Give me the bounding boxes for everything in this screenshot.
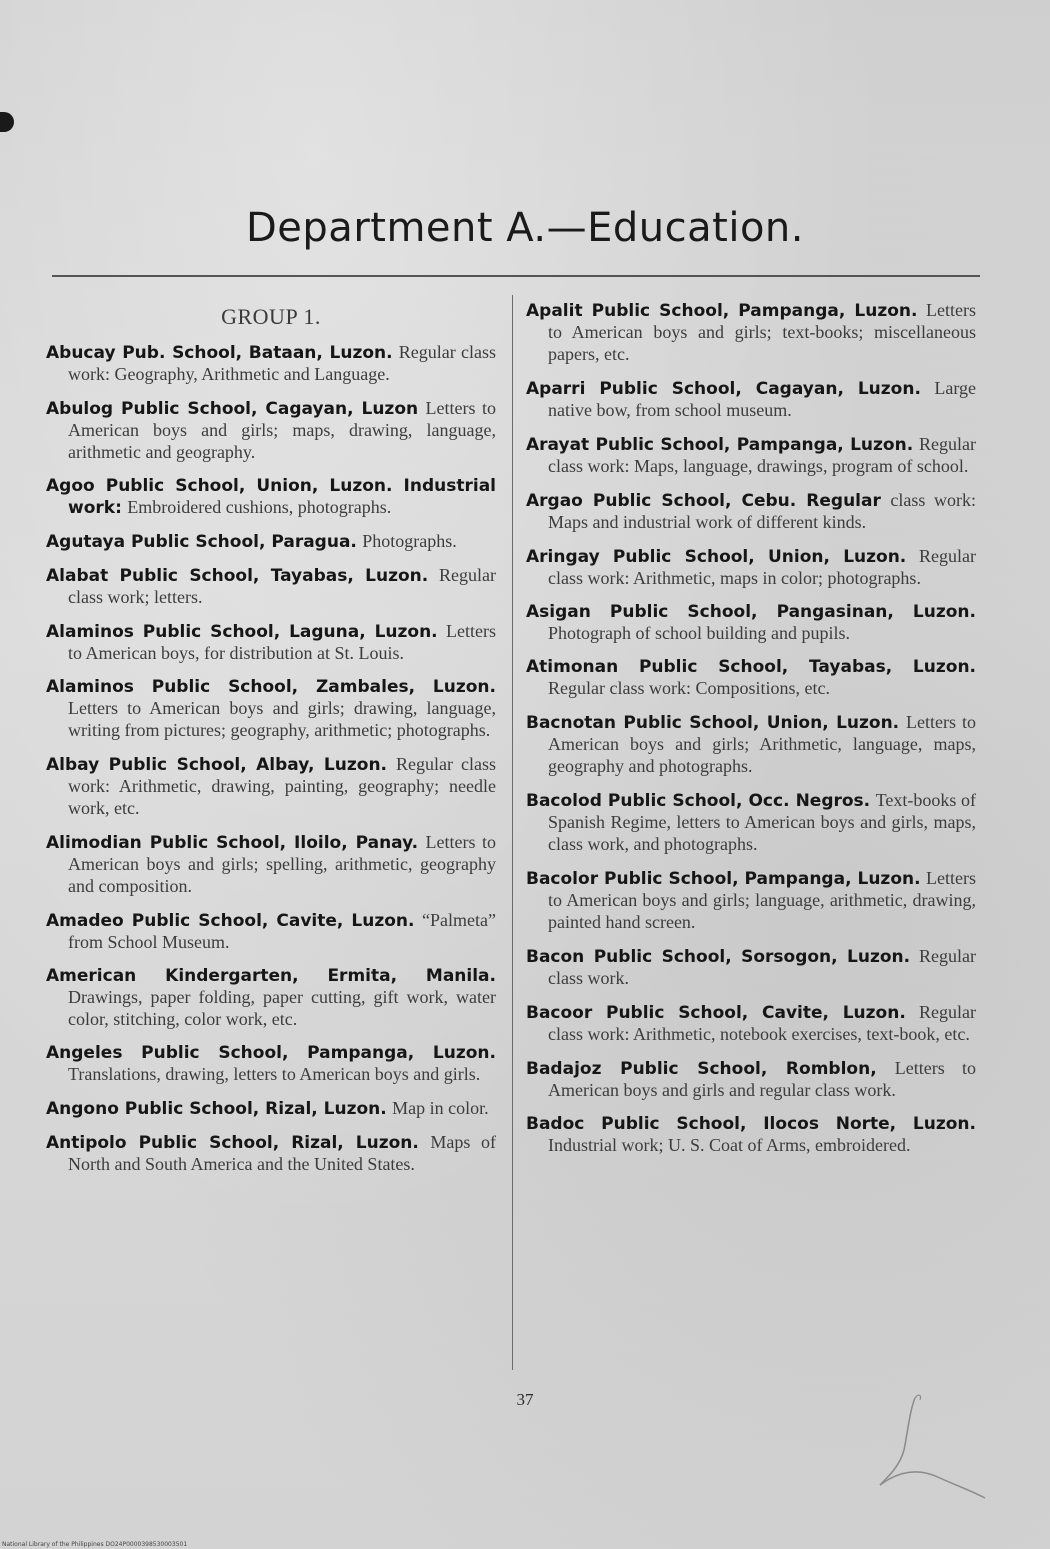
school-name: Bacon Public School, Sorsogon, Luzon.: [526, 947, 911, 967]
school-entry: [46, 531, 496, 553]
exhibit-description: Photograph of school building and pupils.: [548, 623, 850, 643]
school-entry: [46, 754, 496, 820]
exhibit-description: Maps of North and South America and the United States.: [68, 1132, 496, 1174]
school-entry: [46, 565, 496, 609]
school-entry: [46, 966, 496, 1031]
school-name: Alaminos Public School, Zambales, Luzon.: [46, 677, 496, 697]
exhibit-description: Letters to American boys and girls; drawing, language, writing from pictures; geography, arithmetic; photographs.: [68, 698, 496, 740]
school-entry: [526, 946, 976, 990]
school-name: Alimodian Public School, Iloilo, Panay.: [46, 833, 419, 853]
school-name: Abulog Public School, Cagayan, Luzon: [46, 399, 419, 419]
exhibit-description: Letters to American boys and girls; Arithmetic, language, maps, geography and photographs.: [548, 712, 976, 776]
right-entry-list: [526, 300, 976, 1157]
school-entry: [526, 300, 976, 366]
school-entry: [526, 712, 976, 778]
school-entry: [46, 1098, 496, 1120]
school-name: Apalit Public School, Pampanga, Luzon.: [526, 301, 918, 321]
school-name: Antipolo Public School, Rizal, Luzon.: [46, 1133, 419, 1153]
exhibit-description: Letters to American boys and girls; text-books; miscellaneous papers, etc.: [548, 300, 977, 364]
school-entry: [526, 1114, 976, 1157]
page-number: 37: [516, 1390, 534, 1409]
school-name: Abucay Pub. School, Bataan, Luzon.: [46, 343, 393, 363]
right-column: [526, 300, 976, 1169]
exhibit-description: class work: Maps and industrial work of different kinds.: [548, 490, 977, 532]
school-entry: [526, 490, 976, 534]
school-name: Bacolor Public School, Pampanga, Luzon.: [526, 869, 921, 889]
exhibit-description: Map in color.: [392, 1098, 489, 1118]
page-title: Department A.—Education.: [246, 205, 804, 251]
school-entry: [46, 677, 496, 742]
exhibit-description: Regular class work: Arithmetic, maps in color; photographs.: [548, 546, 976, 588]
school-name: Badoc Public School, Ilocos Norte, Luzon.: [526, 1114, 976, 1134]
school-entry: [526, 1058, 976, 1102]
school-entry: [46, 621, 496, 665]
school-name: Badajoz Public School, Romblon,: [526, 1059, 877, 1079]
school-entry: [526, 602, 976, 645]
exhibit-description: Letters to American boys, for distribution at St. Louis.: [68, 621, 496, 663]
left-entry-list: [46, 342, 496, 1176]
school-entry: [526, 546, 976, 590]
title-divider: [52, 275, 980, 277]
school-name: American Kindergarten, Ermita, Manila.: [46, 966, 496, 986]
school-entry: [526, 657, 976, 700]
column-divider: [512, 295, 513, 1370]
school-entry: [46, 910, 496, 954]
exhibit-description: Letters to American boys and girls; language, arithmetic, drawing, painted hand screen.: [548, 868, 976, 932]
exhibit-description: “Palmeta” from School Museum.: [68, 910, 497, 952]
school-entry: [46, 832, 496, 898]
school-entry: [46, 476, 496, 519]
school-name: Aringay Public School, Union, Luzon.: [526, 547, 907, 567]
group-heading: GROUP 1.: [221, 304, 321, 329]
exhibit-description: Regular class work; letters.: [68, 565, 497, 607]
school-name: Bacolod Public School, Occ. Negros.: [526, 791, 871, 811]
exhibit-description: Embroidered cushions, photographs.: [127, 497, 392, 517]
school-entry: [46, 398, 496, 464]
school-name: Alaminos Public School, Laguna, Luzon.: [46, 622, 438, 642]
exhibit-description: Regular class work: Maps, language, drawings, program of school.: [548, 434, 976, 476]
exhibit-description: Drawings, paper folding, paper cutting, gift work, water color, stitching, color work, etc.: [68, 987, 496, 1029]
school-entry: [526, 790, 976, 856]
school-name: Albay Public School, Albay, Luzon.: [46, 755, 388, 775]
exhibit-description: Letters to American boys and girls; spelling, arithmetic, geography and composition.: [68, 832, 496, 896]
school-entry: [46, 1043, 496, 1086]
school-name: Asigan Public School, Pangasinan, Luzon.: [526, 602, 976, 622]
exhibit-description: Translations, drawing, letters to American boys and girls.: [68, 1064, 481, 1084]
school-entry: [46, 1132, 496, 1176]
exhibit-description: Text-books of Spanish Regime, letters to American boys and girls, maps, class work, and photographs.: [548, 790, 976, 854]
school-name: Amadeo Public School, Cavite, Luzon.: [46, 911, 415, 931]
school-name: Agutaya Public School, Paragua.: [46, 532, 357, 552]
school-name: Bacoor Public School, Cavite, Luzon.: [526, 1003, 906, 1023]
school-name: Angono Public School, Rizal, Luzon.: [46, 1099, 387, 1119]
exhibit-description: Letters to American boys and girls; maps, drawing, language, arithmetic and geography.: [68, 398, 496, 462]
exhibit-description: Industrial work; U. S. Coat of Arms, embroidered.: [548, 1135, 911, 1155]
footer-credit: National Library of the Philippines DO24P0000398530003501: [2, 1541, 188, 1548]
school-entry: [526, 868, 976, 934]
exhibit-description: Regular class work: Compositions, etc.: [548, 678, 830, 698]
exhibit-description: Regular class work: Arithmetic, drawing, painting, geography; needle work, etc.: [68, 754, 497, 818]
school-name: Atimonan Public School, Tayabas, Luzon.: [526, 657, 976, 677]
school-name: Alabat Public School, Tayabas, Luzon.: [46, 566, 429, 586]
school-entry: [526, 378, 976, 422]
school-name: Arayat Public School, Pampanga, Luzon.: [526, 435, 914, 455]
exhibit-description: Regular class work: Geography, Arithmetic and Language.: [68, 342, 497, 384]
exhibit-description: Regular class work.: [548, 946, 977, 988]
school-entry: [46, 342, 496, 386]
exhibit-description: Regular class work: Arithmetic, notebook exercises, text-book, etc.: [548, 1002, 976, 1044]
school-entry: [526, 434, 976, 478]
exhibit-description: Large native bow, from school museum.: [548, 378, 977, 420]
pencil-signature-mark: [860, 1390, 1000, 1510]
school-name: Bacnotan Public School, Union, Luzon.: [526, 713, 900, 733]
scan-artifact-mark: [0, 112, 14, 132]
left-column: [46, 300, 496, 1188]
exhibit-description: Photographs.: [362, 531, 457, 551]
school-entry: [526, 1002, 976, 1046]
exhibit-description: Letters to American boys and girls and regular class work.: [548, 1058, 976, 1100]
school-name: Angeles Public School, Pampanga, Luzon.: [46, 1043, 496, 1063]
school-name: Argao Public School, Cebu. Regular: [526, 491, 881, 511]
school-name: Aparri Public School, Cagayan, Luzon.: [526, 379, 921, 399]
school-name: Agoo Public School, Union, Luzon. Industrial work:: [46, 476, 496, 518]
